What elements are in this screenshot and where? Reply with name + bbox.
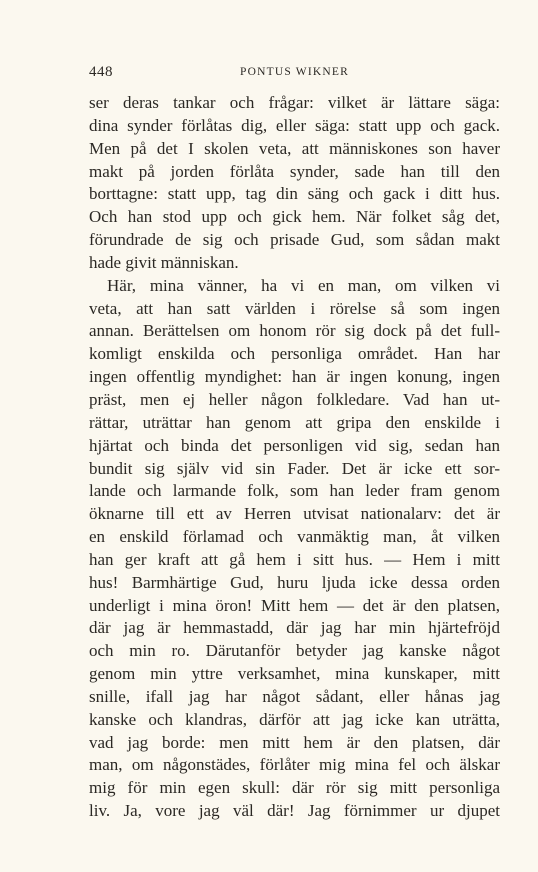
text-line: präst, men ej heller någon folkledare. Vad han ut- — [89, 389, 500, 409]
text-line: öknarne till ett av Herren utvisat nationalarv: det är — [89, 504, 500, 524]
text-line: annan. Berättelsen om honom rör sig dock på det full- — [89, 321, 500, 341]
running-title: PONTUS WIKNER — [240, 66, 349, 78]
text-line: genom min yttre verksamhet, mina kunskaper, mitt — [89, 664, 500, 684]
text-line: liv. Ja, vore jag väl där! Jag förnimmer ur djupet — [89, 801, 500, 821]
text-line: en enskild förlamad och vanmäktig man, åt vilken — [89, 527, 500, 547]
text-line: makt på jorden förlåta synder, sade han till den — [89, 161, 500, 181]
text-line: man, om någonstädes, förlåter mig mina fel och älskar — [89, 755, 500, 775]
text-line: ser deras tankar och frågar: vilket är lättare säga: — [89, 93, 500, 112]
text-line: där jag är hemmastadd, där jag har min hjärtefröjd — [89, 618, 500, 638]
text-line: vad jag borde: men mitt hem är den platsen, där — [89, 732, 500, 752]
text-line: Här, mina vänner, ha vi en man, om vilken vi — [107, 275, 500, 295]
body-text — [89, 92, 500, 823]
text-line: och min ro. Därutanför betyder jag kanske något — [89, 641, 500, 661]
text-line: kanske och klandras, därför att jag icke kan uträtta, — [89, 709, 500, 729]
text-line: underligt i mina öron! Mitt hem — det är den platsen, — [89, 595, 500, 615]
text-line: mig för min egen skull: där rör sig mitt personliga — [89, 778, 500, 798]
text-line: förundrade de sig och prisade Gud, som sådan makt — [89, 230, 500, 250]
text-line: veta, att han satt världen i rörelse så som ingen — [89, 298, 500, 318]
text-line: han ger kraft att gå hem i sitt hus. — Hem i mitt — [89, 549, 500, 569]
text-line: rättar, uträttar han genom att gripa den enskilde i — [89, 412, 500, 432]
running-head — [89, 64, 500, 84]
text-line: hjärtat och binda det personligen vid sig, sedan han — [89, 435, 500, 455]
text-line: hus! Barmhärtige Gud, huru ljuda icke dessa orden — [89, 572, 500, 592]
text-line: snille, ifall jag har något sådant, eller hånas jag — [89, 686, 500, 706]
page-number: 448 — [89, 64, 113, 80]
text-line: dina synder förlåtas dig, eller säga: statt upp och gack. — [89, 115, 500, 135]
text-line: borttagne: statt upp, tag din säng och gack i ditt hus. — [89, 184, 500, 204]
text-line: Och han stod upp och gick hem. När folket såg det, — [89, 207, 500, 227]
text-line: bundit sig själv vid sin Fader. Det är icke ett sor- — [89, 458, 500, 478]
text-line: ingen offentlig myndighet: han är ingen konung, ingen — [89, 367, 500, 387]
text-line: Men på det I skolen veta, att människones son haver — [89, 138, 500, 158]
text-line: hade givit människan. — [89, 252, 239, 272]
text-line: lande och larmande folk, som han leder fram genom — [89, 481, 500, 501]
text-line: komligt enskilda och personliga området. Han har — [89, 344, 500, 364]
